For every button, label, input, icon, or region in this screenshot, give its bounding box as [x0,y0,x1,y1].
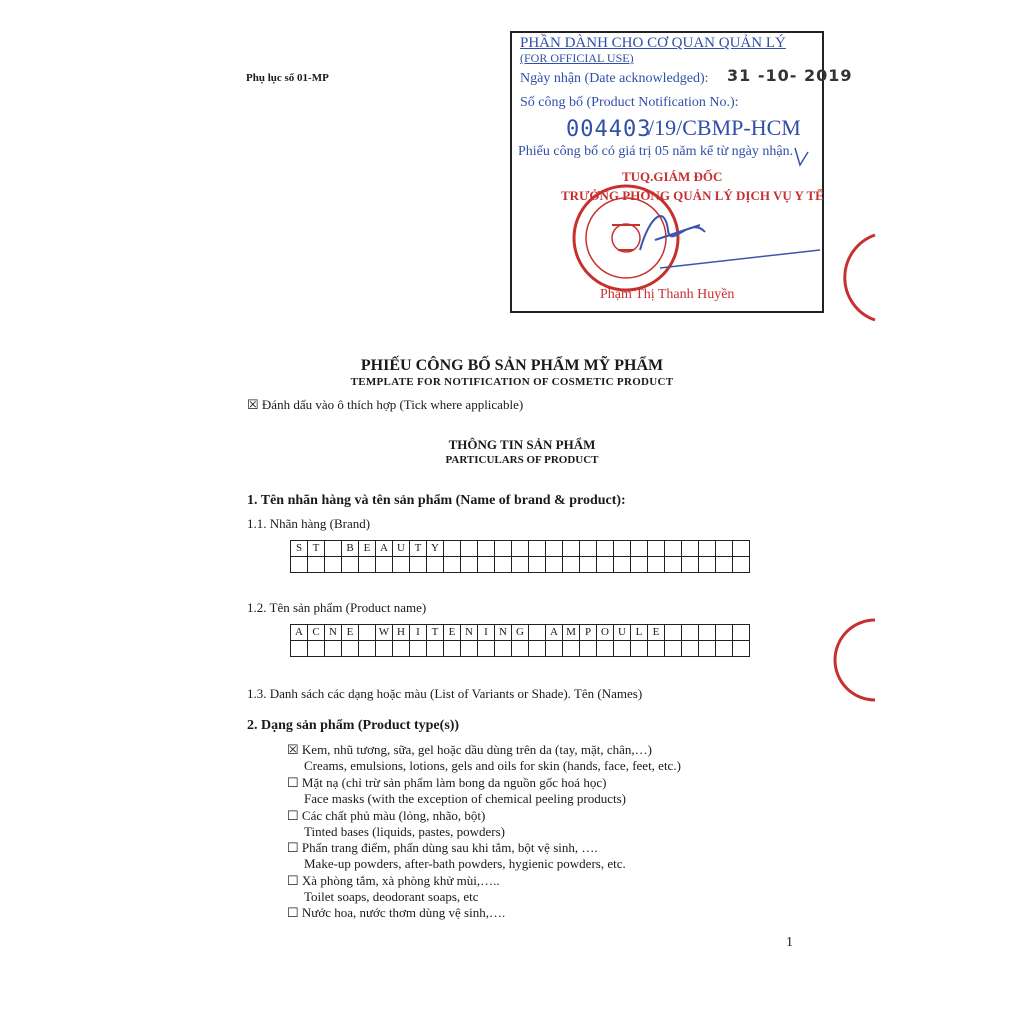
option-vi: ☐ Nước hoa, nước thơm dùng vệ sinh,…. [287,905,506,920]
grid-cell: B [342,541,359,557]
grid-cell [682,625,699,641]
grid-cell [444,557,461,573]
grid-cell [427,557,444,573]
document-title: PHIẾU CÔNG BỐ SẢN PHẨM MỸ PHẨM [360,357,664,374]
option-face-masks[interactable] [287,775,626,807]
grid-cell [665,641,682,657]
grid-cell [410,641,427,657]
grid-cell [665,541,682,557]
grid-cell [359,557,376,573]
grid-cell [563,641,580,657]
grid-cell: N [461,625,478,641]
grid-cell [614,641,631,657]
grid-cell [359,641,376,657]
grid-cell [342,641,359,657]
date-label: Ngày nhận (Date acknowledged): [520,71,709,86]
grid-cell [325,641,342,657]
grid-cell: I [410,625,427,641]
grid-cell: G [512,625,529,641]
grid-cell [733,557,750,573]
section-2-title: 2. Dạng sản phẩm (Product type(s)) [247,718,460,733]
grid-cell: W [376,625,393,641]
option-creams[interactable] [287,742,681,774]
option-soaps[interactable] [287,873,500,905]
official-subtitle: (FOR OFFICIAL USE) [520,51,634,65]
grid-cell: I [478,625,495,641]
grid-cell [393,641,410,657]
grid-cell [580,557,597,573]
grid-cell [546,641,563,657]
grid-cell [325,541,342,557]
grid-cell [682,641,699,657]
grid-cell [597,557,614,573]
grid-cell: N [325,625,342,641]
grid-cell [648,557,665,573]
grid-cell: C [308,625,325,641]
grid-cell [699,557,716,573]
validity-note: Phiếu công bố có giá trị 05 năm kể từ ngày nhận. [518,144,794,159]
grid-cell [410,557,427,573]
grid-cell: P [580,625,597,641]
grid-cell [478,557,495,573]
grid-cell [648,641,665,657]
grid-cell [716,641,733,657]
grid-cell [359,625,376,641]
grid-cell: S [291,541,308,557]
grid-cell [597,641,614,657]
grid-cell [563,557,580,573]
grid-cell [665,557,682,573]
option-vi: ☐ Phấn trang điểm, phấn dùng sau khi tắm, bột vệ sinh, …. [287,840,598,855]
grid-cell [580,641,597,657]
product-name-label: 1.2. Tên sản phẩm (Product name) [247,600,427,615]
option-tinted-bases[interactable] [287,808,505,840]
option-en: Make-up powders, after-bath powders, hygienic powders, etc. [304,856,626,871]
annex-label: Phụ lục số 01-MP [246,72,329,84]
grid-cell: E [342,625,359,641]
grid-cell: O [597,625,614,641]
option-vi: ☐ Xà phòng tắm, xà phòng khử mùi,….. [287,873,500,888]
grid-cell [699,625,716,641]
grid-cell: N [495,625,512,641]
grid-cell: M [563,625,580,641]
grid-cell [291,557,308,573]
grid-cell [716,541,733,557]
grid-cell: E [359,541,376,557]
grid-cell [478,541,495,557]
option-en: Tinted bases (liquids, pastes, powders) [304,824,506,839]
grid-cell [529,541,546,557]
grid-cell: L [631,625,648,641]
grid-cell [631,641,648,657]
grid-cell [495,641,512,657]
tick-note: ☒ Đánh dấu vào ô thích hợp (Tick where applicable) [247,397,524,412]
product-name-grid [290,624,750,657]
grid-cell: U [614,625,631,641]
grid-cell: T [308,541,325,557]
section-heading: THÔNG TIN SẢN PHẨM [448,437,596,452]
grid-cell [376,641,393,657]
grid-cell [648,541,665,557]
grid-cell [444,541,461,557]
grid-cell [444,641,461,657]
grid-cell [376,557,393,573]
grid-cell: T [410,541,427,557]
grid-cell [308,557,325,573]
grid-cell [614,557,631,573]
grid-cell [631,557,648,573]
grid-cell [665,625,682,641]
grid-cell [393,557,410,573]
grid-cell [699,541,716,557]
option-make-up-powders[interactable] [287,840,626,872]
option-vi: ☒ Kem, nhũ tương, sữa, gel hoặc dầu dùng trên da (tay, mặt, chân,…) [287,742,652,757]
grid-cell: H [393,625,410,641]
grid-cell [461,641,478,657]
grid-cell [291,641,308,657]
option-perfumes[interactable] [287,905,505,921]
grid-cell [512,541,529,557]
grid-cell [716,557,733,573]
page-number: 1 [786,935,793,950]
option-en: Toilet soaps, deodorant soaps, etc [304,889,479,904]
section-1-title: 1. Tên nhãn hàng và tên sản phẩm (Name of brand & product): [247,493,626,508]
grid-cell [563,541,580,557]
grid-cell: T [427,625,444,641]
signer-name: Phạm Thị Thanh Huyền [600,287,735,302]
grid-cell: E [444,625,461,641]
grid-cell [512,557,529,573]
grid-cell [546,557,563,573]
option-vi: ☐ Mặt nạ (chỉ trừ sản phẩm làm bong da nguồn gốc hoá học) [287,775,607,790]
grid-cell: A [376,541,393,557]
grid-cell [529,557,546,573]
grid-cell [733,641,750,657]
option-en: Creams, emulsions, lotions, gels and oils for skin (hands, face, feet, etc.) [304,758,681,773]
grid-cell [478,641,495,657]
grid-cell [546,541,563,557]
grid-cell [461,557,478,573]
grid-cell: Y [427,541,444,557]
grid-cell [495,557,512,573]
variants-label: 1.3. Danh sách các dạng hoặc màu (List of Variants or Shade). Tên (Names) [247,686,643,701]
grid-cell [461,541,478,557]
grid-cell [529,641,546,657]
grid-cell [427,641,444,657]
grid-cell [733,541,750,557]
date-value: 31 -10- 2019 [727,66,853,85]
grid-cell [682,541,699,557]
grid-cell [733,625,750,641]
grid-cell: U [393,541,410,557]
grid-cell [495,541,512,557]
option-en: Face masks (with the exception of chemical peeling products) [304,791,627,806]
grid-cell: A [546,625,563,641]
grid-cell [529,625,546,641]
partial-seal-right-icon [835,235,875,700]
grid-cell [325,557,342,573]
notification-number-label: Số công bố (Product Notification No.): [520,95,739,110]
document-title-en: TEMPLATE FOR NOTIFICATION OF COSMETIC PRODUCT [350,376,674,388]
signer-title-2: TRƯỞNG PHÒNG QUẢN LÝ DỊCH VỤ Y TẾ [561,188,824,203]
grid-cell [597,541,614,557]
grid-cell [631,541,648,557]
grid-cell [512,641,529,657]
grid-cell [716,625,733,641]
grid-cell [614,541,631,557]
grid-cell [699,641,716,657]
option-vi: ☐ Các chất phủ màu (lỏng, nhão, bột) [287,808,486,823]
grid-cell: A [291,625,308,641]
brand-grid [290,540,750,573]
signer-title-1: TUQ.GIÁM ĐỐC [622,169,723,184]
grid-cell [308,641,325,657]
grid-cell: E [648,625,665,641]
grid-cell [580,541,597,557]
grid-cell [682,557,699,573]
section-heading-en: PARTICULARS OF PRODUCT [445,454,599,466]
grid-cell [342,557,359,573]
official-title: PHẦN DÀNH CHO CƠ QUAN QUẢN LÝ [520,35,786,51]
brand-label: 1.1. Nhãn hàng (Brand) [247,516,371,531]
notification-number-suffix: /19/CBMP-HCM [648,115,801,140]
notification-number: 004403 [566,117,652,142]
